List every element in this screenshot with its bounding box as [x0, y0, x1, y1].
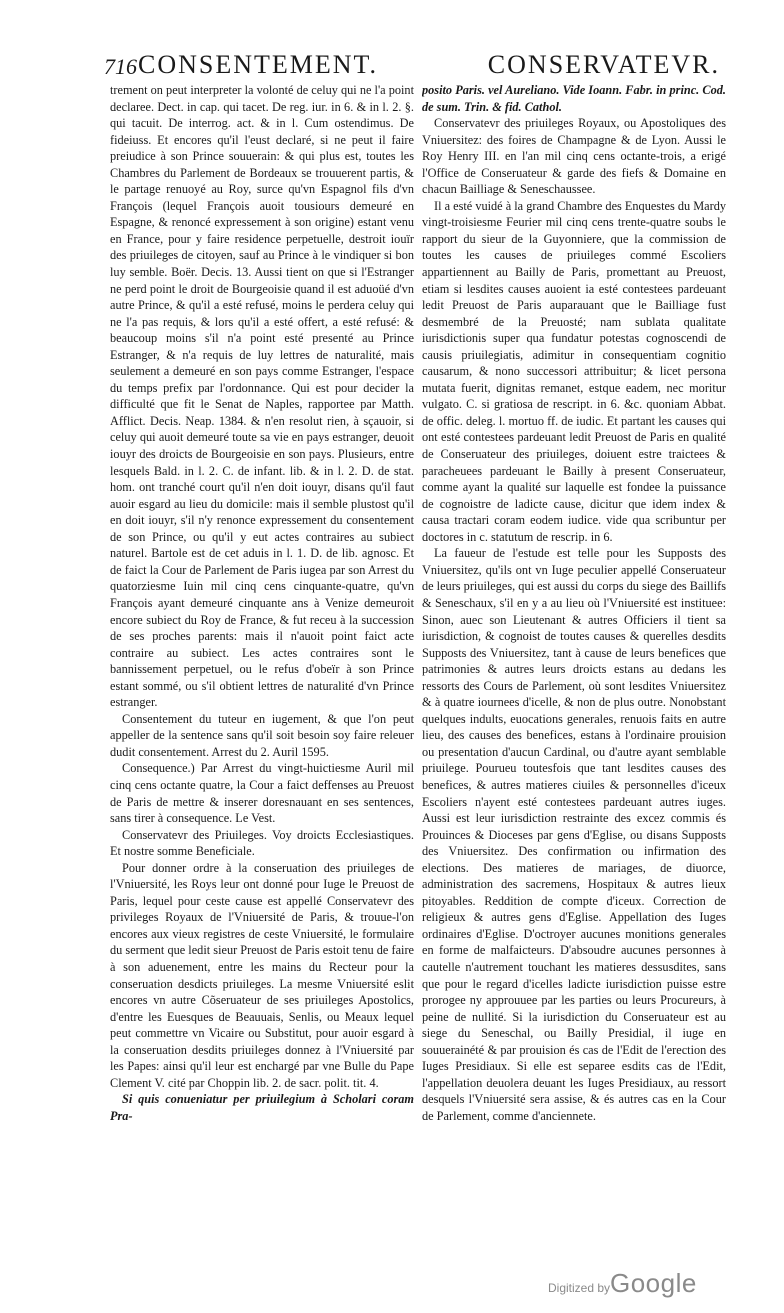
digitized-watermark [548, 1268, 708, 1298]
paragraph: Conservatevr des Priuileges. Voy droicts Ecclesiastiques. Et nostre somme Beneficiale. [110, 827, 414, 859]
right-column [422, 82, 726, 1192]
paragraph: Conservatevr des priuileges Royaux, ou Apostoliques des Vniuersitez: des foires de Champagne & de Lyon. Aussi le Roy Henry III. en l'an mil cinq cens octante-trois, a erigé l'Office de Conseruateur & garde des fiefs & Domaine en chacun Bailliage & Seneschaussee. [422, 116, 726, 197]
paragraph: Il a esté vuidé à la grand Chambre des Enquestes du Mardy vingt-troisiesme Feurier mil cinq cens trente-quatre soubs le rapport du sieur de la Guyonniere, que la commission de toutes les causes de priuileges commé Escoliers appartiennent au Bailly de Paris, promettant au Preuost, etiam si lesdites causes auoient ia esté contestees pardeuant ledit Preuost de Paris auparauant que le Bailliage fust desmembré de la Preuosté; nam sublata qualitate iurisdictionis super qua fundatur potestas cognoscendi de causis priuilegiatis, adimitur in consequentiam cognitio causarum, & nono successori attribuitur; & licet persona mutata fuerit, dignitas remanet, estque eadem, nec moritur vulgato. C. si gratiosa de rescript. in 6. &c. quoniam Abbat. de offic. deleg. l. mortuo ff. de iudic. Et partant les causes qui ont esté contestees pardeuant ledit Preuost de Paris en qualité de Conseruateur des priuileges, doiuent estre traictees & paracheuees pardeuant le Bailly à present Conseruateur, comme ayant la qualité sur laquelle est fondee la puissance de cognoistre de ladicte cause, dicitur que idem index & causa tractari coram eodem iudice. vide qua scribuntur per doctores in c. statutum de rescrip. in 6. [422, 198, 726, 544]
paragraph: trement on peut interpreter la volonté de celuy qui ne l'a point declaree. Dect. in cap. qui tacet. De reg. iur. in 6. & in l. 2. §. qui tacuit. De interrog. act. & in l. Cum ostendimus. De fideiuss. Et encores qu'il l'eust declaré, si ne peut il faire preiudice à son Prince souuerain: & qui plus est, toutes les Chambres du Parlement de Bordeaux se trouuerent partis, & le partage renuoyé au Roy, surce qu'vn Espagnol fils d'vn François (lequel François auoit tousiours demeuré en Espagne, & renoncé expressement à son origine) estant venu en France, pour y faire residence perpetuelle, destroit iouïr des priuileges de citoyen, sauf au Prince à le vindiquer si bon luy semble. Boër. Decis. 13. Aussi tient on que si l'Estranger ne perd point le droit de Bourgeoisie quand il est aduoüé d'vn autre Prince, & qu'il a esté refusé, moins le perdera celuy qui ne l'a pas requis, & lors qu'il a esté offert, a esté refusé: & beaucoup moins s'il n'a point esté presenté au Prince Estranger, & n'a requis de luy lettres de naturalité, mais seulement a demeuré en son pays comme Estranger, l'espace du temps prefix par l'ordonnance. Qui est pour decider la difficulté que fit le Senat de Naples, rapportee par Matth. Afflict. Decis. Neap. 1384. & n'en resolut rien, à sçauoir, si celuy qui auoit demeuré toute sa vie en pays estranger, deuoit iouyr des droicts de Bourgeoisie en son pays. Plusieurs, entre lesquels Bald. in l. 2. C. de infant. lib. & in l. 2. D. de stat. hom. ont tranché court qu'il n'en doit iouyr, disans qu'il faut auoir esgard au lieu du domicile: mais il semble plustost qu'il en doit iouyr, s'il n'y renonce expressement du consentement de son Prince, ou qu'il y eut actes contraires au subiect naturel. Bartole est de cet aduis in l. 1. D. de lib. agnosc. Et de faict la Cour de Parlement de Paris iugea par son Arrest du quatorziesme Iuin mil cinq cens cinquante-quatre, qu'vn François ayant demeuré cinquante ans à Venize demeuroit encore subiect du Roy de France, & fut receu à la succession de ses proches parents: mais il n'auoit point faict acte contraire au subiect. Les actes contraires sont le bannissement perpetuel, ou le refus d'obeïr à son Prince estant sommé, ou s'il obtient lettres de naturalité d'vn Prince estranger. [110, 83, 414, 710]
watermark-prefix: Digitized by [548, 1281, 611, 1295]
left-column [110, 82, 414, 1192]
page-number: 716 [104, 54, 137, 79]
paragraph: La faueur de l'estude est telle pour les Supposts des Vniuersitez, qu'ils ont vn Iuge peculier appellé Conseruateur de leurs priuileges, qui est aussi du corps du siege des Baillifs & Seneschaux, s'il en y a au lieu où l'Vniuersité est instituee: Sinon, auec son Lieutenant & autres Officiers il tient sa iurisdiction, & cognoist de toutes causes & querelles desdits Supposts des Vniuersitez, tant à cause de leurs benefices que patrimonies & autres leurs droicts estans au dedans les ressorts des Cours de Parlement, où sont lesdites Vniuersitez & à quatre iournees d'icelle, & non de plus outre. Nonobstant quelques indults, euocations generales, renuois faits en autre lieu, des causes des benefices, estans à l'ordinaire prouision ou presentation d'aucun Cardinal, ou d'autre ayant semblable priuilege. Pourueu toutesfois que tant lesdites causes des benefices, & autres matieres ciuiles & personnelles d'iceux Escoliers n'ayent esté contestees pardeuant autres iuges. Aussi est leur iurisdiction restrainte des excez commis és Prouinces & Dioceses par gens d'Eglise, ou disans Supposts des Vniuersitez. Des confirmation ou infirmation des elections. Des matieres de mariages, de diuorce, administration des sacremens, Hospitaux & autres lieux pitoyables. Reddition de compte d'iceux. Correction de religieux & autres gens d'Eglise. Appellation des Iuges ordinaires d'Eglise. D'octroyer aucunes monitions generales en forme de malfaicteurs. D'absoudre aucunes personnes à cautelle n'autrement touchant les matieres dessusdites, sans que pour le regard d'icelles ladicte iurisdiction puisse estre prorogee ny approuuee par les parties ou leurs Procureurs, à peine de nullité. Si la iurisdiction du Conseruateur est au siege du Seneschal, ou Bailly Presidial, il iuge en souuerainété & par prouision és cas de l'Edit de l'erection des Iuges Presidiaux. Si elle est separee esdits cas de l'Edit, l'appellation deuolera deuant les Iuges Presidiaux, au ressort desquels l'Vniuersité sera assise, & és autres cas en la Cour de Parlement, comme d'anciennete. [422, 546, 726, 1123]
paragraph: Si quis conueniatur per priuilegium à Scholari coram Pra- [110, 1092, 414, 1123]
running-head-right: CONSERVATEVR. [487, 50, 720, 79]
page-header [104, 50, 720, 84]
running-head-left: CONSENTEMENT. [138, 50, 379, 79]
paragraph: posito Paris. vel Aureliano. Vide Ioann. Fabr. in princ. Cod. de sum. Trin. & fid. Cathol. [422, 83, 726, 114]
paragraph: Consequence.) Par Arrest du vingt-huictiesme Auril mil cinq cens octante quatre, la Cour a faict deffenses au Preuost de Paris de mettre & inserer doresnauant en ses sentences, sans tirer à consequence. Le Vest. [110, 761, 414, 826]
paragraph: Consentement du tuteur en iugement, & que l'on peut appeller de la sentence sans qu'il soit besoin soy faire releuer dudit consentement. Arrest du 2. Auril 1595. [110, 711, 414, 759]
paragraph: Pour donner ordre à la conseruation des priuileges de l'Vniuersité, les Roys leur ont donné pour Iuge le Preuost de Paris, lequel pour ceste cause est appellé Conservatevr des privileges Royaux de l'Vniuersité de Paris, & trouue-l'on encores aux vieux registres de ceste Vniuersité, le formulaire du serment que ledit sieur Preuost de Paris estoit tenu de faire à son aduenement, entre les mains du Recteur pour la conseruation desdicts priuileges. La mesme Vniuersité eslit encores vn autre Cõseruateur de ses priuileges Apostolics, d'entre les Euesques de Beauuais, Senlis, ou Meaux lequel peut commettre vn Vicaire ou Substitut, pour auoir esgard à la conseruation desdits priuileges donnez à l'Vniuersité par les Papes: ainsi qu'il leur est enchargé par vne Bulle du Pape Clement V. cité par Choppin lib. 2. de sacr. polit. tit. 4. [110, 860, 414, 1090]
google-logo: Google [610, 1268, 697, 1298]
